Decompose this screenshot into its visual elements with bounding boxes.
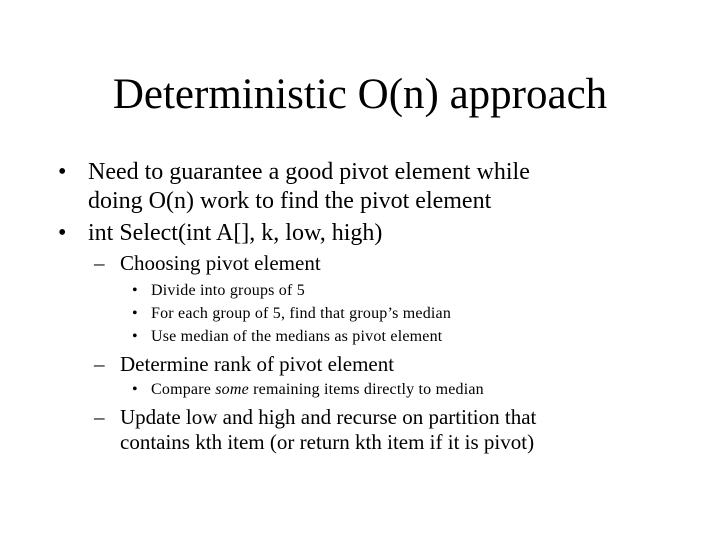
point-group-median xyxy=(132,302,452,325)
dash-icon: – xyxy=(94,251,105,275)
point-divide-groups-text: Divide into groups of 5 xyxy=(151,282,305,299)
bullet-icon: • xyxy=(58,159,67,185)
point-compare-before: Compare xyxy=(151,381,216,398)
bullet-item-2 xyxy=(58,219,383,248)
point-median-of-medians-text: Use median of the medians as pivot element xyxy=(151,328,443,345)
sub-item-update-recurse-line-2: contains kth item (or return kth item if it is pivot) xyxy=(120,430,535,454)
slide-title: Deterministic O(n) approach xyxy=(112,71,608,118)
bullet-icon: • xyxy=(132,328,138,345)
sub-item-choosing-pivot-text: Choosing pivot element xyxy=(120,251,321,275)
sub-item-update-recurse-line-1: Update low and high and recurse on partition that xyxy=(120,405,537,429)
point-compare-emphasis: some xyxy=(215,381,249,398)
bullet-icon: • xyxy=(132,282,138,299)
bullet-item-2-text: int Select(int A[], k, low, high) xyxy=(88,220,383,246)
sub-item-determine-rank-text: Determine rank of pivot element xyxy=(120,352,395,376)
bullet-icon: • xyxy=(132,305,138,322)
bullet-item-1 xyxy=(58,158,530,216)
dash-icon: – xyxy=(94,405,105,429)
point-divide-groups xyxy=(132,279,305,302)
point-compare-items xyxy=(132,378,484,401)
dash-icon: – xyxy=(94,352,105,376)
point-group-median-text: For each group of 5, find that group’s median xyxy=(151,305,452,322)
bullet-item-1-line-2: doing O(n) work to find the pivot element xyxy=(88,188,492,214)
sub-item-update-recurse xyxy=(94,405,537,455)
point-compare-after: remaining items directly to median xyxy=(248,381,484,398)
sub-item-determine-rank xyxy=(94,352,395,377)
sub-item-choosing-pivot xyxy=(94,251,321,276)
point-compare-items-text xyxy=(151,378,484,401)
point-median-of-medians xyxy=(132,325,443,348)
bullet-item-1-line-1: Need to guarantee a good pivot element while xyxy=(88,159,530,185)
bullet-icon: • xyxy=(58,220,67,246)
bullet-icon: • xyxy=(132,381,138,398)
